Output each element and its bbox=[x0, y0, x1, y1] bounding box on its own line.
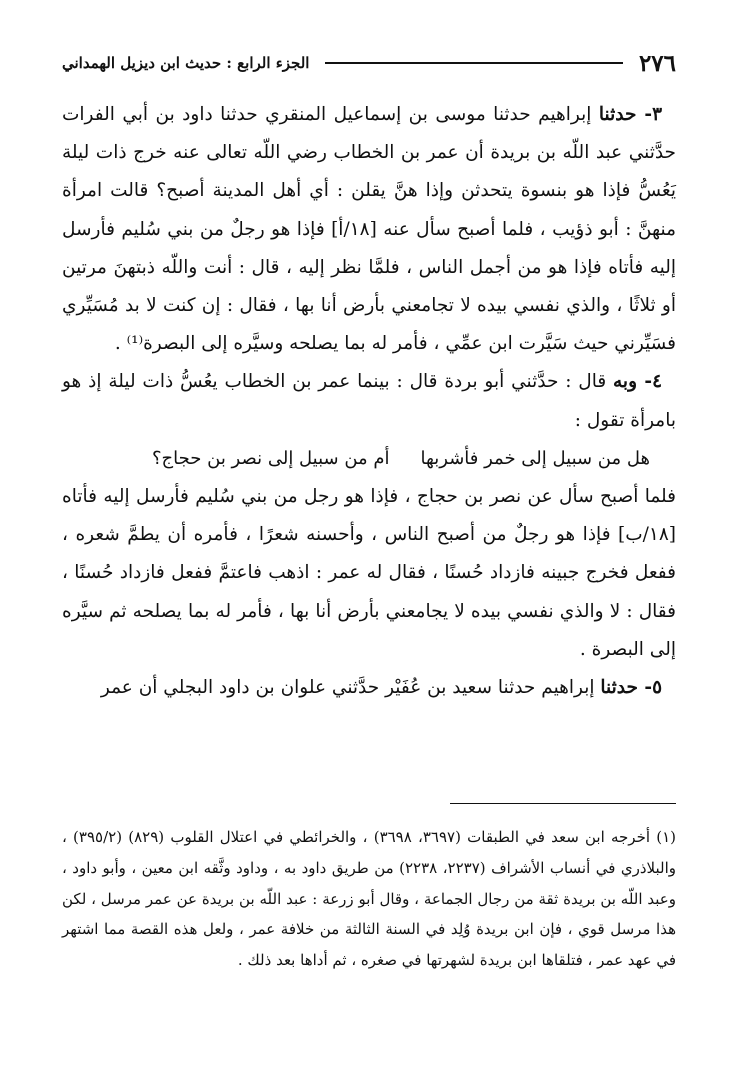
paragraph-3 bbox=[62, 96, 676, 363]
paragraph-5-number: ٥- حدثنا bbox=[600, 677, 662, 699]
paragraph-4-number: ٤- وبه bbox=[613, 371, 662, 393]
running-title: الجزء الرابع : حديث ابن ديزيل الهمداني bbox=[62, 54, 310, 72]
main-text bbox=[62, 96, 676, 707]
paragraph-3-text: إبراهيم حدثنا موسى بن إسماعيل المنقري حدثنا داود بن أبي الفرات حدَّثني عبد اللّه بن بريدة أن عمر بن الخطاب رضي اللّه تعالى عنه خرج ذات ليلة يَعُسُّ فإذا هو بنسوة يتحدثن وإذا هنَّ يقلن : أي أهل المدينة أصبح؟ قالت امرأة منهنَّ : أبو ذؤيب ، فلما أصبح سأل عنه [١٨/أ] فإذا هو رجلٌ من بني سُليم فأرسل إليه فأتاه فإذا هو من أجمل الناس ، فلمَّا نظر إليه ، قال : أنت واللّه ذبتهنَ مرتين أو ثلاثًا ، والذي نفسي بيده لا تجامعني بأرض أنا بها ، فقال : إن كنت لا بد مُسَيِّري فسَيِّرني حيث سَيَّرت ابن عمِّي ، فأمر له بما يصلحه وسيَّره إلى البصرة⁽¹⁾ . bbox=[62, 104, 676, 355]
paragraph-4-text: قال : حدَّثني أبو بردة قال : بينما عمر بن الخطاب يعُسُّ ذات ليلة إذ هو بامرأة تقول : bbox=[62, 371, 676, 431]
header-rule bbox=[325, 62, 622, 64]
verse-second-hemistich: أم من سبيل إلى نصر بن حجاج؟ bbox=[152, 447, 390, 469]
paragraph-4 bbox=[62, 363, 676, 439]
footnote-1: (١) أخرجه ابن سعد في الطبقات (٣٦٩٧، ٣٦٩٨) ، والخرائطي في اعتلال القلوب (٨٢٩) (٣٩٥/٢) ، والبلاذري في أنساب الأشراف (٢٢٣٧، ٢٢٣٨) من طريق داود به ، وداود وثَّقه ابن معين ، وأبو داود ، وعبد اللّه بن بريدة ثقة من رجال الجماعة ، وقال أبو زرعة : عبد اللّه بن بريدة عن عمر مرسل ، لكن هذا مرسل قوي ، فإن ابن بريدة وُلِد في السنة الثالثة من خلافة عمر ، ولعل هذه القصة مما اشتهر في عهد عمر ، فتلقاها ابن بريدة لشهرتها في صغره ، ثم أداها بعد ذلك . bbox=[62, 828, 677, 970]
paragraph-4-continued-text: فلما أصبح سأل عن نصر بن حجاج ، فإذا هو رجل من بني سُليم فأرسل إليه فأتاه [١٨/ب] فإذا هو رجلٌ من أصبح الناس ، وأحسنه شعرًا ، فأمره أن يطمَّ شعره ، ففعل فخرج جبينه فازداد حُسنًا ، فقال له عمر : اذهب فاعتمَّ ففعل فازداد حُسنًا ، فقال : لا والذي نفسي بيده لا يجامعني بأرض أنا بها ، فأمر له بما يصلحه ثم سيَّره إلى البصرة . bbox=[62, 486, 676, 660]
verse-first-hemistich: هل من سبيل إلى خمر فأشربها bbox=[420, 447, 650, 469]
poetry-verse bbox=[62, 440, 676, 478]
footnote-separator bbox=[450, 803, 676, 804]
footnotes bbox=[62, 822, 676, 976]
paragraph-5-text: إبراهيم حدثنا سعيد بن عُفَيْر حدَّثني علوان بن داود البجلي أن عمر bbox=[100, 677, 601, 699]
paragraph-4-continued bbox=[62, 478, 676, 669]
paragraph-5 bbox=[62, 669, 676, 707]
running-header bbox=[62, 46, 676, 80]
page-number: ٢٧٦ bbox=[638, 49, 676, 77]
paragraph-3-number: ٣- حدثنا bbox=[598, 104, 663, 125]
